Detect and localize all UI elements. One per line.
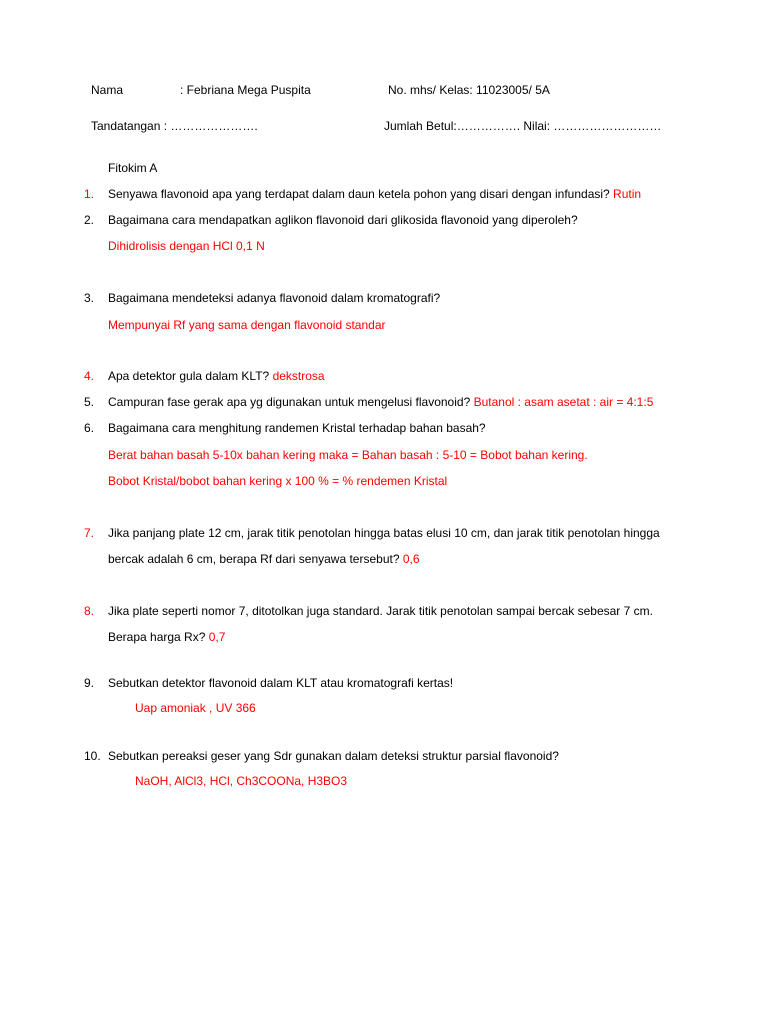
question-item xyxy=(108,394,653,410)
question-text: Sebutkan detektor flavonoid dalam KLT atau kromatografi kertas! xyxy=(108,676,454,690)
answer-text: Uap amoniak , UV 366 xyxy=(135,701,256,715)
question-number: 8. xyxy=(84,604,95,618)
answer-text-line-2: Bobot Kristal/bobot bahan kering x 100 % = % rendemen Kristal xyxy=(108,474,448,488)
answer-text: NaOH, AlCl3, HCl, Ch3COONa, H3BO3 xyxy=(135,774,348,788)
question-item xyxy=(108,368,325,384)
question-number: 3. xyxy=(84,291,95,305)
question-text: Sebutkan pereaksi geser yang Sdr gunakan dalam deteksi struktur parsial flavonoid? xyxy=(108,749,559,763)
question-item xyxy=(108,186,641,202)
question-number: 6. xyxy=(84,421,95,435)
question-text: Senyawa flavonoid apa yang terdapat dalam daun ketela pohon yang disari dengan infundasi? xyxy=(108,187,610,201)
question-text: Campuran fase gerak apa yg digunakan untuk mengelusi flavonoid? xyxy=(108,395,471,409)
question-text-line-1: Jika plate seperti nomor 7, ditotolkan juga standard. Jarak titik penotolan sampai bercak sebesar 7 cm. xyxy=(108,604,653,618)
question-number: 4. xyxy=(84,369,95,383)
question-number: 9. xyxy=(84,676,95,690)
nama-label: Nama xyxy=(91,83,124,97)
question-text: Apa detektor gula dalam KLT? xyxy=(108,369,270,383)
question-text-line-2: Berapa harga Rx? xyxy=(108,630,206,644)
question-text: Bagaimana mendeteksi adanya flavonoid dalam kromatografi? xyxy=(108,291,441,305)
answer-text: 0,7 xyxy=(208,630,226,644)
question-text: Bagaimana cara mendapatkan aglikon flavonoid dari glikosida flavonoid yang diperoleh? xyxy=(108,213,578,227)
answer-text: Mempunyai Rf yang sama dengan flavonoid standar xyxy=(108,318,386,332)
question-text-line-2: bercak adalah 6 cm, berapa Rf dari senyawa tersebut? xyxy=(108,552,400,566)
question-number: 7. xyxy=(84,526,95,540)
question-number: 10. xyxy=(84,749,101,763)
answer-text: Dihidrolisis dengan HCl 0,1 N xyxy=(108,239,265,253)
question-number: 5. xyxy=(84,395,95,409)
question-number: 1. xyxy=(84,187,95,201)
question-text-line-1: Jika panjang plate 12 cm, jarak titik penotolan hingga batas elusi 10 cm, dan jarak titik penotolan hingga xyxy=(108,526,660,540)
question-item xyxy=(108,629,225,645)
answer-text-line-1: Berat bahan basah 5-10x bahan kering maka = Bahan basah : 5-10 = Bobot bahan kering. xyxy=(108,448,588,462)
tandatangan-field: Tandatangan : …………………. xyxy=(91,119,258,133)
answer-text: 0,6 xyxy=(402,552,420,566)
answer-text: Butanol : asam asetat : air = 4:1:5 xyxy=(473,395,654,409)
nama-value: : Febriana Mega Puspita xyxy=(180,83,311,97)
question-item xyxy=(108,551,420,567)
question-number: 2. xyxy=(84,213,95,227)
nomhs-kelas: No. mhs/ Kelas: 11023005/ 5A xyxy=(388,83,550,97)
answer-text: dekstrosa xyxy=(272,369,325,383)
answer-text: Rutin xyxy=(613,187,642,201)
section-title: Fitokim A xyxy=(108,161,158,175)
jumlah-nilai-field: Jumlah Betul:……………. Nilai: ……………………… xyxy=(384,119,662,133)
question-text: Bagaimana cara menghitung randemen Kristal terhadap bahan basah? xyxy=(108,421,486,435)
